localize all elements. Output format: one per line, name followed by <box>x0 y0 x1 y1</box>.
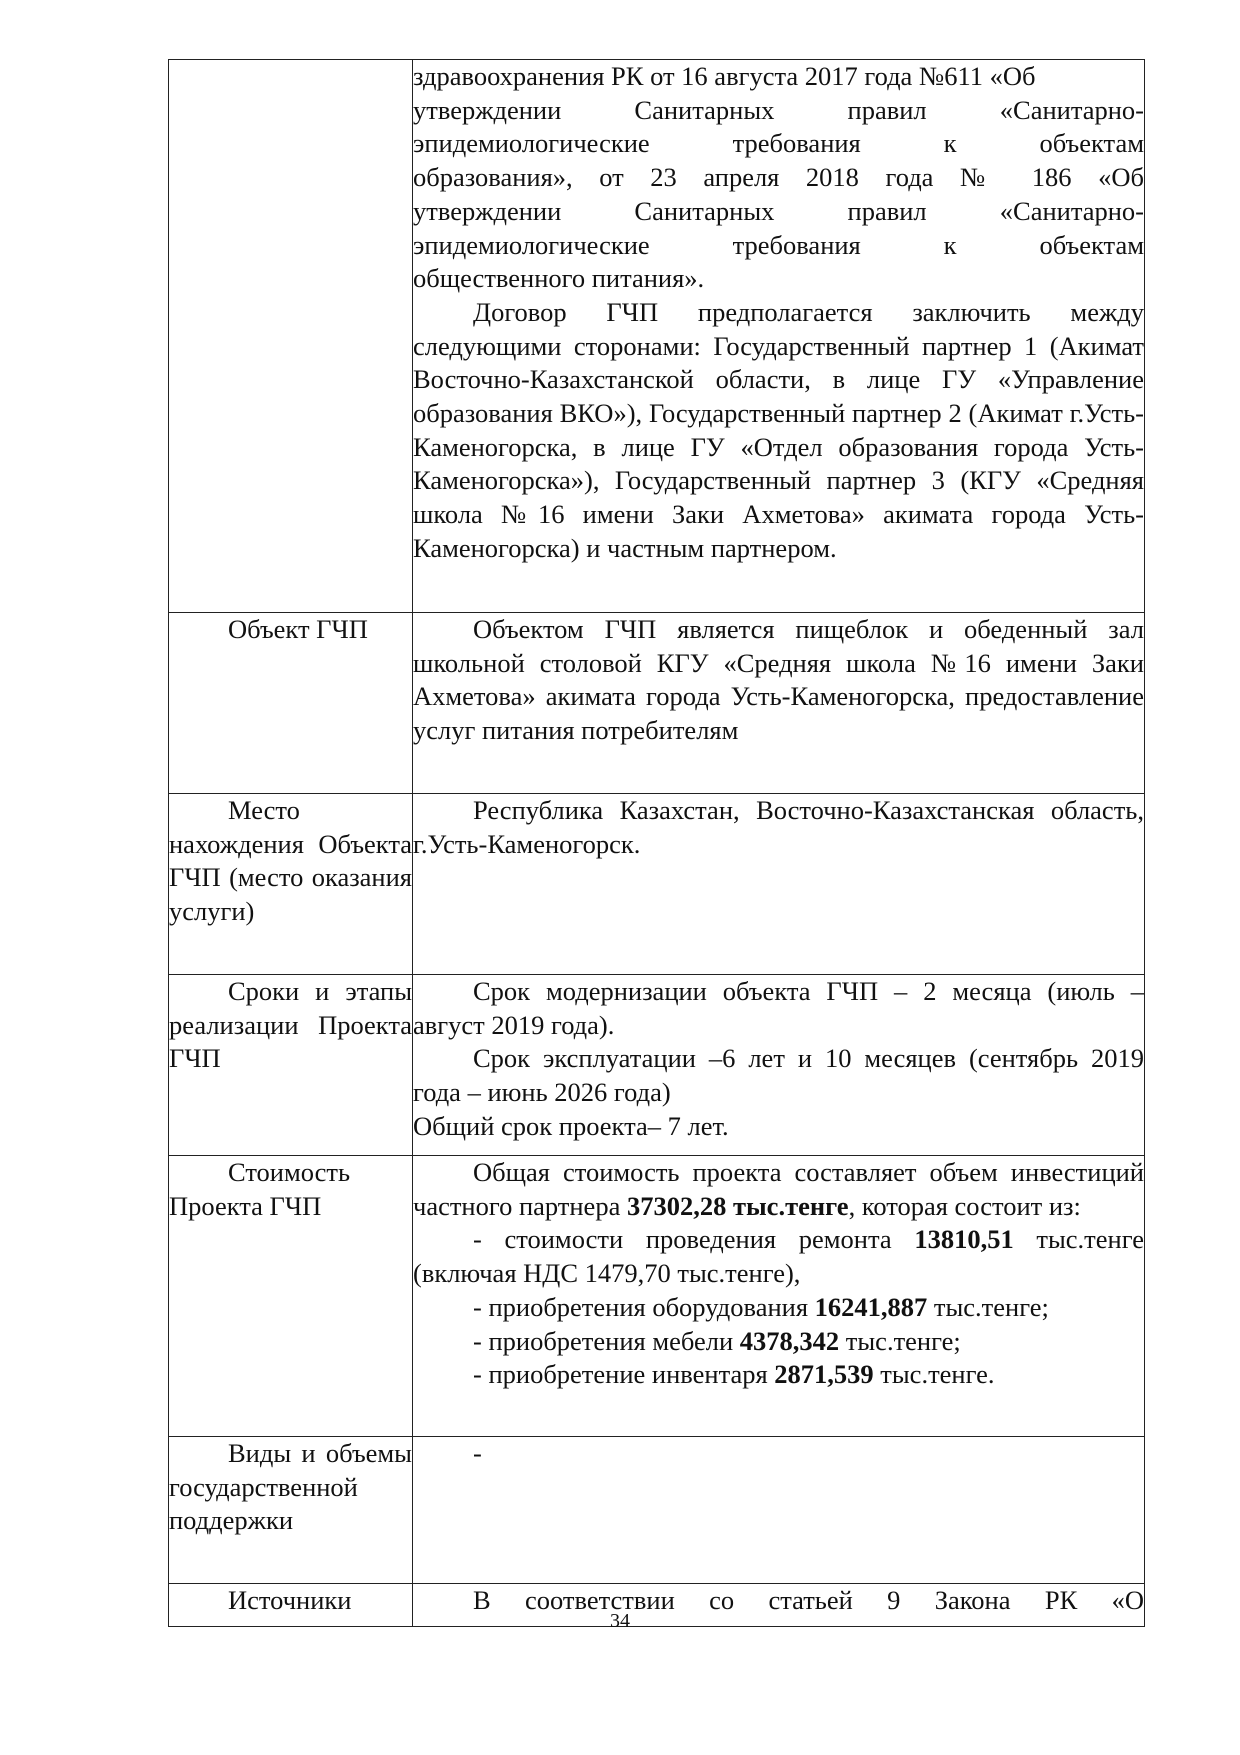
project-cost-intro: Общая стоимость проекта составляет объем инвестиций частного партнера 37302,28 тыс.тенге, которая состоит из: <box>413 1157 1144 1221</box>
repair-cost-value: 13810,51 <box>914 1224 1014 1255</box>
cost-item-repair: - стоимости проведения ремонта 13810,51 тыс.тенге (включая НДС 1479,70 тыс.тенге), <box>413 1224 1144 1289</box>
cost-item-furniture: - приобретения мебели 4378,342 тыс.тенге; <box>473 1325 961 1356</box>
table-row <box>169 975 1145 1156</box>
total-investment-value: 37302,28 тыс.тенге <box>626 1190 849 1221</box>
cost-item-inventory: - приобретение инвентаря 2871,539 тыс.тенге. <box>473 1359 995 1390</box>
total-project-term: Общий срок проекта– 7 лет. <box>413 1110 729 1141</box>
label-sources: Источники <box>228 1585 352 1615</box>
ppp-contract-parties-paragraph: Договор ГЧП предполагается заключить между следующими сторонами: Государственный партнер 1 (Акимат Восточно-Казахстанской области, в лице ГУ «Управление образования ВКО»), Государственный партнер 2 (Акимат г.Усть-Каменогорска, в лице ГУ «Отдел образования города Усть-Каменогорска»), Государственный партнер 3 (КГУ «Средняя школа №16 имени Заки Ахметова» акимата города Усть-Каменогорска) и частным партнером. <box>413 296 1144 563</box>
ppp-object-description: Объектом ГЧП является пищеблок и обеденный зал школьной столовой КГУ «Средняя школа №16 имени Заки Ахметова» акимата города Усть-Каменогорска, предоставление услуг питания потребителям <box>413 614 1144 746</box>
modernization-term: Срок модернизации объекта ГЧП – 2 месяца (июль – август 2019 года). <box>413 976 1144 1040</box>
label-terms-stages: Сроки и этапы реализации Проекта ГЧП <box>169 976 412 1074</box>
inventory-cost-value: 2871,539 <box>774 1359 874 1390</box>
project-info-table <box>168 59 1145 1627</box>
label-ppp-object: Объект ГЧП <box>228 614 368 644</box>
equipment-cost-value: 16241,887 <box>814 1291 928 1322</box>
furniture-cost-value: 4378,342 <box>739 1325 840 1356</box>
table-row <box>169 794 1145 975</box>
label-state-support: Виды и объемы государственной поддержки <box>169 1438 412 1536</box>
label-object-location: Место нахождения Объекта ГЧП (место оказания услуги) <box>169 795 412 927</box>
cost-item-equipment: - приобретения оборудования 16241,887 тыс.тенге; <box>473 1291 1049 1322</box>
sources-value: В соответствии со статьей 9 Закона РК «О <box>473 1585 1144 1615</box>
table-row <box>169 1156 1145 1437</box>
table-row <box>169 1437 1145 1584</box>
object-location-value: Республика Казахстан, Восточно-Казахстанская область, г.Усть-Каменогорск. <box>413 795 1144 859</box>
state-support-value: - <box>473 1438 482 1468</box>
page-number: 34 <box>610 1610 630 1632</box>
operation-term: Срок эксплуатации –6 лет и 10 месяцев (сентябрь 2019 года – июнь 2026 года) <box>413 1043 1144 1108</box>
row-label-empty <box>169 60 413 613</box>
sanitary-rules-paragraph: здравоохранения РК от 16 августа 2017 года №611 «Об утверждении Санитарных правил «Санитарно- эпидемиологические требования к объектам образования», от 23 апреля 2018 года № 186 «Об утверждении Санитарных правил «Санитарно- эпидемиологические требования к объектам общественного питания». <box>413 61 1144 294</box>
row-content <box>413 60 1145 613</box>
label-project-cost: Стоимость Проекта ГЧП <box>169 1157 351 1221</box>
table-row <box>169 60 1145 613</box>
table-row <box>169 613 1145 794</box>
